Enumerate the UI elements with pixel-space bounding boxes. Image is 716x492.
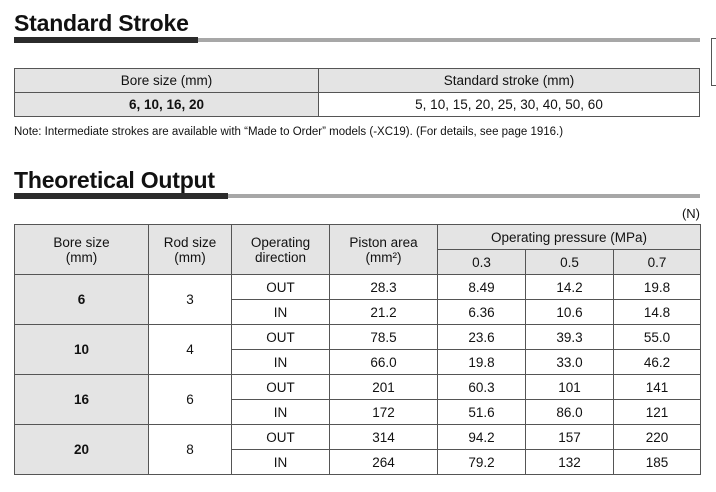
table-row	[15, 375, 701, 400]
direction-cell: IN	[232, 450, 330, 475]
header-line: Piston area	[349, 234, 418, 250]
direction-cell: IN	[232, 350, 330, 375]
theoretical-output-table	[14, 224, 701, 475]
output-cell: 141	[614, 375, 701, 400]
output-cell: 55.0	[614, 325, 701, 350]
rod-cell: 4	[149, 325, 232, 375]
output-cell: 220	[614, 425, 701, 450]
direction-cell: IN	[232, 400, 330, 425]
heading-rule-light	[228, 194, 700, 198]
unit-label: (N)	[681, 206, 700, 221]
table-row	[15, 275, 701, 300]
area-cell: 78.5	[330, 325, 438, 350]
column-header: Standard stroke (mm)	[319, 69, 700, 93]
area-cell: 21.2	[330, 300, 438, 325]
header-line: Bore size	[53, 234, 110, 250]
output-cell: 157	[526, 425, 614, 450]
output-cell: 51.6	[438, 400, 526, 425]
strokes-cell: 5, 10, 15, 20, 25, 30, 40, 50, 60	[319, 93, 700, 117]
bore-cell: 20	[15, 425, 149, 475]
area-cell: 172	[330, 400, 438, 425]
direction-cell: OUT	[232, 275, 330, 300]
header-line: Operating	[250, 234, 311, 250]
operating-pressure-header: Operating pressure (MPa)	[438, 225, 701, 250]
heading-rule-dark	[14, 193, 228, 199]
header-line: (mm²)	[365, 249, 402, 265]
operating-direction-header	[232, 225, 330, 275]
output-cell: 101	[526, 375, 614, 400]
bore-cell: 6	[15, 275, 149, 325]
header-line: (mm)	[174, 249, 206, 265]
area-cell: 314	[330, 425, 438, 450]
pressure-header: 0.7	[614, 250, 701, 275]
table-row	[15, 325, 701, 350]
area-cell: 264	[330, 450, 438, 475]
area-cell: 66.0	[330, 350, 438, 375]
header-line: (mm)	[65, 249, 98, 265]
output-cell: 185	[614, 450, 701, 475]
output-cell: 23.6	[438, 325, 526, 350]
column-header: Bore size (mm)	[15, 69, 319, 93]
standard-stroke-heading: Standard Stroke	[14, 10, 189, 36]
heading-rule-light	[198, 38, 700, 42]
table-row	[15, 425, 701, 450]
header-line: Rod size	[163, 234, 217, 250]
pressure-header: 0.5	[526, 250, 614, 275]
output-cell: 14.8	[614, 300, 701, 325]
piston-area-header	[330, 225, 438, 275]
direction-cell: IN	[232, 300, 330, 325]
output-cell: 60.3	[438, 375, 526, 400]
output-cell: 6.36	[438, 300, 526, 325]
output-cell: 39.3	[526, 325, 614, 350]
bore-size-header	[15, 225, 149, 275]
output-cell: 94.2	[438, 425, 526, 450]
bore-sizes-cell: 6, 10, 16, 20	[15, 93, 319, 117]
output-cell: 19.8	[614, 275, 701, 300]
output-cell: 132	[526, 450, 614, 475]
area-cell: 28.3	[330, 275, 438, 300]
area-cell: 201	[330, 375, 438, 400]
note-text: Note: Intermediate strokes are available with “Made to Order” models (-XC19). (For details, see page 1916.)	[14, 126, 564, 138]
rod-size-header	[149, 225, 232, 275]
direction-cell: OUT	[232, 325, 330, 350]
standard-stroke-table	[14, 68, 700, 117]
rod-cell: 8	[149, 425, 232, 475]
heading-rule-dark	[14, 37, 198, 43]
output-cell: 8.49	[438, 275, 526, 300]
theoretical-output-heading: Theoretical Output	[14, 167, 215, 193]
output-cell: 86.0	[526, 400, 614, 425]
bore-cell: 10	[15, 325, 149, 375]
output-cell: 121	[614, 400, 701, 425]
output-cell: 19.8	[438, 350, 526, 375]
output-cell: 33.0	[526, 350, 614, 375]
output-cell: 46.2	[614, 350, 701, 375]
direction-cell: OUT	[232, 425, 330, 450]
side-tab	[711, 38, 716, 86]
output-cell: 79.2	[438, 450, 526, 475]
direction-cell: OUT	[232, 375, 330, 400]
rod-cell: 3	[149, 275, 232, 325]
header-line: direction	[254, 249, 307, 265]
bore-cell: 16	[15, 375, 149, 425]
rod-cell: 6	[149, 375, 232, 425]
output-cell: 14.2	[526, 275, 614, 300]
output-cell: 10.6	[526, 300, 614, 325]
pressure-header: 0.3	[438, 250, 526, 275]
